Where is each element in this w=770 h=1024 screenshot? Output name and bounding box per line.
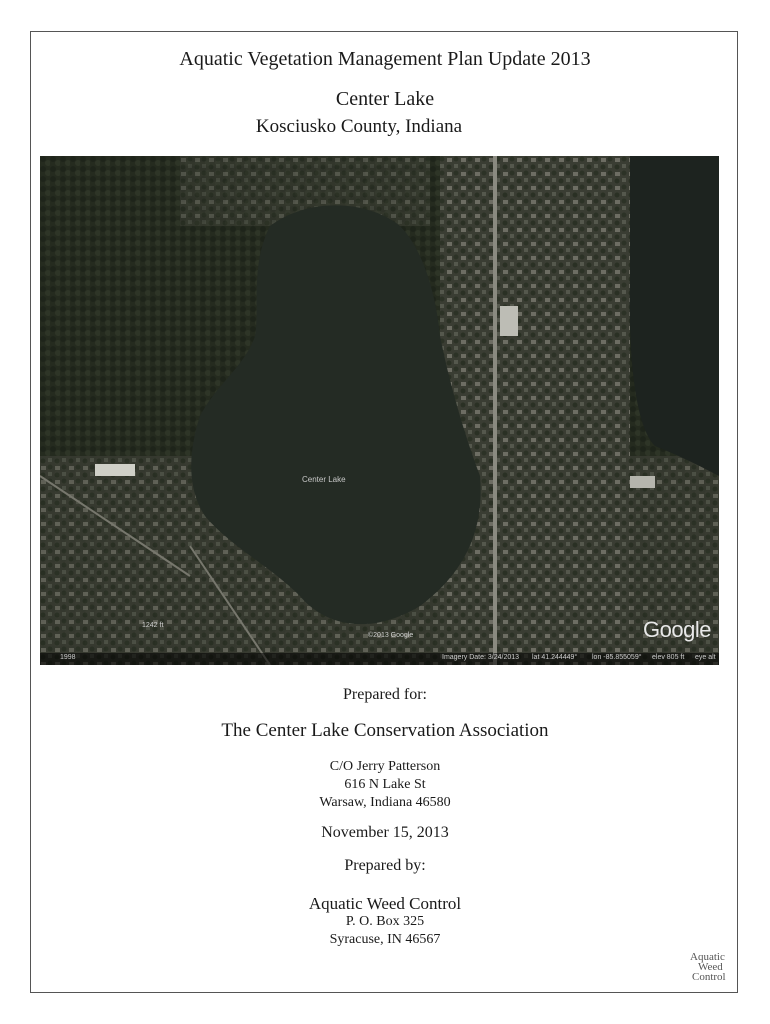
map-lake-label: Center Lake [302, 475, 346, 484]
company-name: Aquatic Weed Control [308, 894, 462, 913]
map-elev: elev 805 ft [652, 654, 685, 661]
map-status-bar [40, 653, 719, 665]
report-date: November 15, 2013 [321, 824, 449, 841]
map-building [500, 306, 518, 336]
logo-line-2: Weed [698, 961, 723, 973]
map-urban-east [440, 156, 630, 665]
prepared-for-label: Prepared for: [343, 686, 427, 703]
map-imagery-date: Imagery Date: 3/24/2013 [442, 654, 520, 661]
company-city: Syracuse, IN 46567 [329, 932, 441, 947]
contact-name: C/O Jerry Patterson [329, 759, 441, 774]
map-lat: lat 41.244449° [532, 654, 578, 661]
lake-name: Center Lake [335, 88, 435, 110]
map-scale-label: 1242 ft [142, 622, 164, 629]
document-title: Aquatic Vegetation Management Plan Update 2013 [179, 48, 591, 70]
logo-line-1: Aquatic [690, 951, 725, 963]
map-lon: lon -85.855059° [592, 654, 642, 661]
contact-city: Warsaw, Indiana 46580 [319, 795, 451, 810]
logo-line-3: Control [692, 971, 726, 983]
county-name: Kosciusko County, Indiana [255, 116, 463, 137]
map-copyright: ©2013 Google [368, 632, 414, 639]
map-building [630, 476, 655, 488]
map-eye-alt: eye alt [695, 654, 716, 661]
google-logo: Google [643, 617, 711, 642]
company-po-box: P. O. Box 325 [345, 914, 425, 929]
organization-name: The Center Lake Conservation Association [221, 720, 549, 741]
map-year: 1998 [60, 654, 76, 661]
aquatic-weed-control-logo [688, 952, 736, 988]
map-building [95, 464, 135, 476]
prepared-by-label: Prepared by: [344, 857, 426, 874]
satellite-map-image [40, 156, 719, 665]
contact-street: 616 N Lake St [344, 777, 426, 792]
